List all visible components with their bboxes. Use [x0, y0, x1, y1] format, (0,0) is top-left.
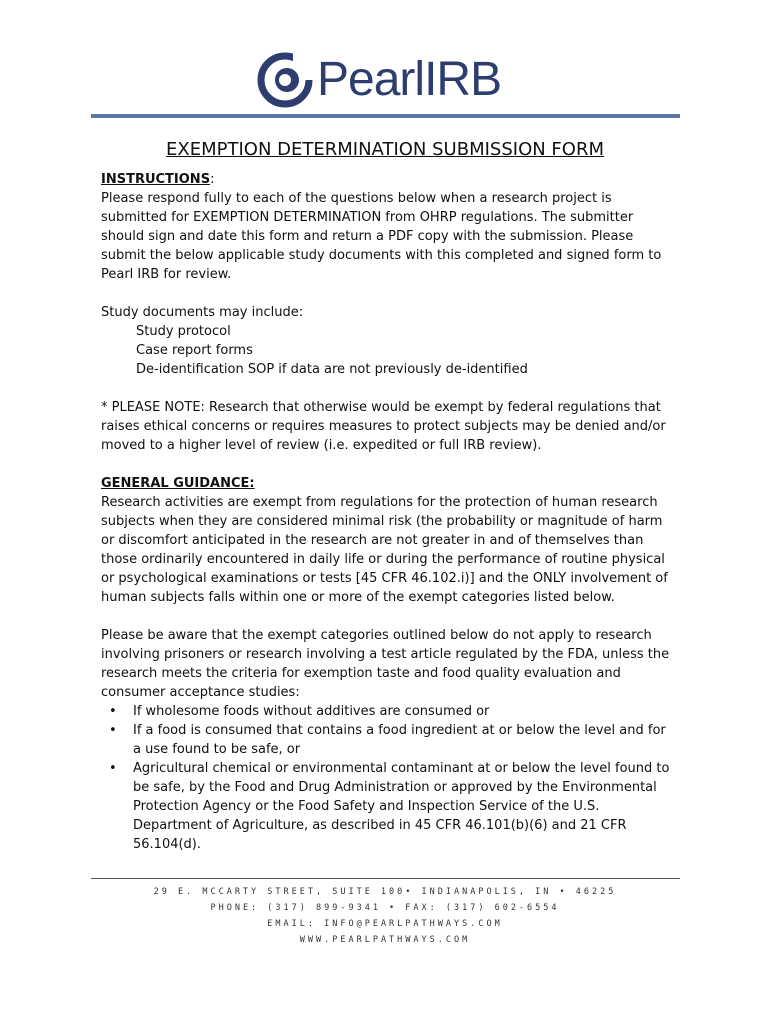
page-title: EXEMPTION DETERMINATION SUBMISSION FORM — [166, 139, 604, 160]
spacer — [101, 607, 671, 626]
logo-suffix: IRB — [424, 53, 502, 106]
footer-phone: PHONE: (317) 899-9341 • FAX: (317) 602-6554 — [210, 903, 560, 913]
footer-website: WWW.PEARLPATHWAYS.COM — [299, 935, 471, 945]
header-rule — [91, 114, 680, 118]
guidance-heading: GENERAL GUIDANCE: — [101, 476, 255, 491]
bullet-icon: • — [109, 723, 117, 738]
study-documents-intro: Study documents may include: — [101, 305, 304, 320]
study-document-item: De-identification SOP if data are not previously de-identified — [136, 362, 528, 377]
list-item — [101, 702, 671, 721]
footer — [0, 884, 770, 948]
bullet-text: If wholesome foods without additives are consumed or — [133, 704, 490, 719]
instructions-section — [101, 170, 671, 189]
bullet-icon: • — [109, 704, 117, 719]
please-note: * PLEASE NOTE: Research that otherwise would be exempt by federal regulations that raises ethical concerns or requires measures to protect subjects may be denied and/or moved to a higher level of review (i.e. expedited or full IRB review). — [101, 400, 666, 453]
pearl-swirl-icon — [255, 44, 317, 114]
spacer — [101, 455, 671, 474]
bullet-icon: • — [109, 761, 117, 776]
instructions-body: Please respond fully to each of the questions below when a research project is submitted for EXEMPTION DETERMINATION from OHRP regulations. The submitter should sign and date this form and return a PDF copy with the submission. Please submit the below applicable study documents with this completed and signed form to Pearl IRB for review. — [101, 191, 662, 282]
spacer — [101, 284, 671, 303]
document-body — [101, 170, 671, 854]
footer-rule — [91, 878, 680, 879]
instructions-heading-colon: : — [210, 172, 215, 187]
guidance-body: Research activities are exempt from regulations for the protection of human research subjects when they are considered minimal risk (the probability or magnitude of harm or discomfort anticipated in the research are not greater in and of themselves than those ordinarily encountered in daily life or during the performance of routine physical or psychological examinations or tests [45 CFR 46.102.i)] and the ONLY involvement of human subjects falls within one or more of the exempt categories listed below. — [101, 495, 668, 605]
exempt-body: Please be aware that the exempt categories outlined below do not apply to research involving prisoners or research involving a test article regulated by the FDA, unless the research meets the criteria for exemption taste and food quality evaluation and consumer acceptance studies: — [101, 628, 670, 700]
instructions-heading: INSTRUCTIONS — [101, 172, 211, 187]
bullet-text: Agricultural chemical or environmental contaminant at or below the level found to be safe, by the Food and Drug Administration or approved by the Environmental Protection Agency or the Food Safety and Inspection Service of the U.S. Department of Agriculture, as described in 45 CFR 46.101(b)(6) and 21 CFR 56.104(d). — [133, 761, 670, 852]
study-document-item: Study protocol — [136, 324, 231, 339]
exempt-bullet-list — [101, 702, 671, 854]
list-item — [101, 759, 671, 854]
bullet-text: If a food is consumed that contains a food ingredient at or below the level and for a use found to be safe, or — [133, 723, 666, 757]
study-document-item: Case report forms — [136, 343, 253, 358]
footer-email: EMAIL: INFO@PEARLPATHWAYS.COM — [267, 919, 503, 929]
logo-brand: Pearl — [317, 53, 425, 106]
list-item — [101, 721, 671, 759]
spacer — [101, 379, 671, 398]
footer-address: 29 E. MCCARTY STREET, SUITE 100• INDIANAPOLIS, IN • 46225 — [153, 887, 617, 897]
logo-wordmark — [317, 50, 501, 110]
pearl-irb-logo — [255, 44, 520, 114]
